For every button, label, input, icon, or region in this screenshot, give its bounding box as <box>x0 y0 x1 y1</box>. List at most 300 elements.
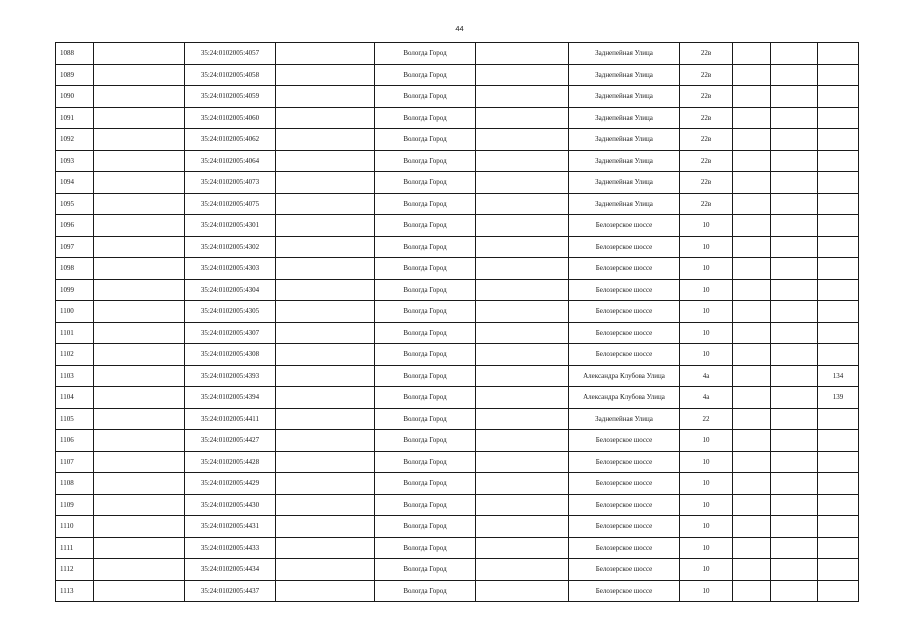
empty-cell <box>276 451 375 473</box>
empty-cell <box>771 258 818 280</box>
empty-cell <box>276 129 375 151</box>
street: Белозерское шоссе <box>569 537 680 559</box>
empty-cell <box>94 236 185 258</box>
house-number: 10 <box>680 322 733 344</box>
empty-cell <box>276 408 375 430</box>
empty-cell <box>476 408 569 430</box>
empty-cell <box>94 516 185 538</box>
empty-cell <box>771 150 818 172</box>
row-number: 1110 <box>56 516 94 538</box>
street: Заднепейная Улица <box>569 172 680 194</box>
empty-cell <box>733 258 771 280</box>
house-number: 10 <box>680 215 733 237</box>
empty-cell <box>94 86 185 108</box>
apartment-number <box>818 236 859 258</box>
empty-cell <box>771 107 818 129</box>
row-number: 1111 <box>56 537 94 559</box>
locality: Вологда Город <box>375 279 476 301</box>
empty-cell <box>476 86 569 108</box>
house-number: 22 <box>680 408 733 430</box>
table-row <box>56 193 859 215</box>
cadastral-number: 35:24:0102005:4304 <box>185 279 276 301</box>
street: Заднепейная Улица <box>569 150 680 172</box>
apartment-number <box>818 430 859 452</box>
table-row <box>56 301 859 323</box>
cadastral-number: 35:24:0102005:4394 <box>185 387 276 409</box>
empty-cell <box>476 473 569 495</box>
cadastral-number: 35:24:0102005:4393 <box>185 365 276 387</box>
cadastral-number: 35:24:0102005:4305 <box>185 301 276 323</box>
house-number: 10 <box>680 516 733 538</box>
apartment-number <box>818 580 859 602</box>
locality: Вологда Город <box>375 580 476 602</box>
empty-cell <box>476 172 569 194</box>
empty-cell <box>771 344 818 366</box>
table-row <box>56 559 859 581</box>
apartment-number <box>818 150 859 172</box>
empty-cell <box>476 537 569 559</box>
row-number: 1107 <box>56 451 94 473</box>
apartment-number <box>818 43 859 65</box>
empty-cell <box>733 322 771 344</box>
apartment-number <box>818 537 859 559</box>
cadastral-number: 35:24:0102005:4428 <box>185 451 276 473</box>
empty-cell <box>476 559 569 581</box>
house-number: 10 <box>680 580 733 602</box>
empty-cell <box>276 86 375 108</box>
empty-cell <box>476 494 569 516</box>
row-number: 1112 <box>56 559 94 581</box>
empty-cell <box>276 559 375 581</box>
empty-cell <box>94 43 185 65</box>
apartment-number <box>818 408 859 430</box>
empty-cell <box>476 64 569 86</box>
empty-cell <box>771 580 818 602</box>
street: Заднепейная Улица <box>569 129 680 151</box>
street: Белозерское шоссе <box>569 430 680 452</box>
locality: Вологда Город <box>375 258 476 280</box>
house-number: 22в <box>680 64 733 86</box>
row-number: 1092 <box>56 129 94 151</box>
apartment-number <box>818 279 859 301</box>
empty-cell <box>476 344 569 366</box>
table-row <box>56 387 859 409</box>
empty-cell <box>94 129 185 151</box>
empty-cell <box>771 279 818 301</box>
row-number: 1097 <box>56 236 94 258</box>
empty-cell <box>476 322 569 344</box>
table-row <box>56 473 859 495</box>
empty-cell <box>276 215 375 237</box>
street: Белозерское шоссе <box>569 559 680 581</box>
table-row <box>56 172 859 194</box>
locality: Вологда Город <box>375 150 476 172</box>
empty-cell <box>771 537 818 559</box>
empty-cell <box>733 172 771 194</box>
empty-cell <box>733 430 771 452</box>
row-number: 1094 <box>56 172 94 194</box>
empty-cell <box>733 451 771 473</box>
empty-cell <box>771 236 818 258</box>
house-number: 22в <box>680 129 733 151</box>
apartment-number <box>818 344 859 366</box>
cadastral-number: 35:24:0102005:4434 <box>185 559 276 581</box>
empty-cell <box>94 193 185 215</box>
cadastral-number: 35:24:0102005:4303 <box>185 258 276 280</box>
table-row <box>56 580 859 602</box>
street: Белозерское шоссе <box>569 451 680 473</box>
house-number: 22в <box>680 86 733 108</box>
empty-cell <box>276 107 375 129</box>
empty-cell <box>771 559 818 581</box>
row-number: 1100 <box>56 301 94 323</box>
empty-cell <box>733 408 771 430</box>
apartment-number <box>818 258 859 280</box>
empty-cell <box>476 516 569 538</box>
apartment-number <box>818 494 859 516</box>
table-row <box>56 236 859 258</box>
apartment-number <box>818 107 859 129</box>
table-row <box>56 322 859 344</box>
empty-cell <box>476 193 569 215</box>
empty-cell <box>771 430 818 452</box>
house-number: 10 <box>680 537 733 559</box>
empty-cell <box>276 430 375 452</box>
empty-cell <box>733 365 771 387</box>
street: Заднепейная Улица <box>569 193 680 215</box>
empty-cell <box>733 537 771 559</box>
empty-cell <box>733 494 771 516</box>
empty-cell <box>94 580 185 602</box>
empty-cell <box>733 86 771 108</box>
cadastral-number: 35:24:0102005:4307 <box>185 322 276 344</box>
empty-cell <box>276 193 375 215</box>
house-number: 10 <box>680 559 733 581</box>
empty-cell <box>94 559 185 581</box>
empty-cell <box>276 473 375 495</box>
empty-cell <box>276 365 375 387</box>
row-number: 1109 <box>56 494 94 516</box>
locality: Вологда Город <box>375 387 476 409</box>
apartment-number: 134 <box>818 365 859 387</box>
empty-cell <box>276 150 375 172</box>
locality: Вологда Город <box>375 322 476 344</box>
apartment-number <box>818 129 859 151</box>
empty-cell <box>276 537 375 559</box>
row-number: 1093 <box>56 150 94 172</box>
empty-cell <box>476 365 569 387</box>
table-row <box>56 129 859 151</box>
row-number: 1096 <box>56 215 94 237</box>
locality: Вологда Город <box>375 193 476 215</box>
locality: Вологда Город <box>375 516 476 538</box>
empty-cell <box>733 43 771 65</box>
house-number: 10 <box>680 279 733 301</box>
empty-cell <box>733 64 771 86</box>
house-number: 10 <box>680 236 733 258</box>
empty-cell <box>276 236 375 258</box>
empty-cell <box>94 279 185 301</box>
empty-cell <box>476 387 569 409</box>
empty-cell <box>771 193 818 215</box>
street: Белозерское шоссе <box>569 279 680 301</box>
empty-cell <box>94 473 185 495</box>
house-number: 22в <box>680 107 733 129</box>
empty-cell <box>276 301 375 323</box>
empty-cell <box>476 301 569 323</box>
empty-cell <box>94 537 185 559</box>
locality: Вологда Город <box>375 494 476 516</box>
empty-cell <box>733 580 771 602</box>
empty-cell <box>771 301 818 323</box>
locality: Вологда Город <box>375 43 476 65</box>
row-number: 1099 <box>56 279 94 301</box>
empty-cell <box>733 301 771 323</box>
street: Александра Клубова Улица <box>569 387 680 409</box>
empty-cell <box>476 236 569 258</box>
cadastral-number: 35:24:0102005:4437 <box>185 580 276 602</box>
empty-cell <box>276 43 375 65</box>
apartment-number: 139 <box>818 387 859 409</box>
table-row <box>56 279 859 301</box>
empty-cell <box>94 451 185 473</box>
cadastral-number: 35:24:0102005:4060 <box>185 107 276 129</box>
empty-cell <box>276 580 375 602</box>
empty-cell <box>771 408 818 430</box>
empty-cell <box>733 516 771 538</box>
empty-cell <box>94 365 185 387</box>
row-number: 1105 <box>56 408 94 430</box>
empty-cell <box>94 322 185 344</box>
street: Белозерское шоссе <box>569 236 680 258</box>
empty-cell <box>771 494 818 516</box>
table-row <box>56 516 859 538</box>
cadastral-number: 35:24:0102005:4062 <box>185 129 276 151</box>
empty-cell <box>733 387 771 409</box>
locality: Вологда Город <box>375 430 476 452</box>
empty-cell <box>771 322 818 344</box>
empty-cell <box>276 64 375 86</box>
empty-cell <box>94 494 185 516</box>
empty-cell <box>771 86 818 108</box>
row-number: 1108 <box>56 473 94 495</box>
apartment-number <box>818 193 859 215</box>
table-row <box>56 43 859 65</box>
street: Белозерское шоссе <box>569 215 680 237</box>
locality: Вологда Город <box>375 64 476 86</box>
table-row <box>56 344 859 366</box>
empty-cell <box>94 301 185 323</box>
street: Белозерское шоссе <box>569 473 680 495</box>
empty-cell <box>733 215 771 237</box>
cadastral-number: 35:24:0102005:4427 <box>185 430 276 452</box>
row-number: 1102 <box>56 344 94 366</box>
cadastral-number: 35:24:0102005:4075 <box>185 193 276 215</box>
street: Заднепейная Улица <box>569 43 680 65</box>
locality: Вологда Город <box>375 451 476 473</box>
table-row <box>56 537 859 559</box>
empty-cell <box>771 473 818 495</box>
empty-cell <box>771 43 818 65</box>
empty-cell <box>733 279 771 301</box>
empty-cell <box>94 64 185 86</box>
locality: Вологда Город <box>375 129 476 151</box>
street: Белозерское шоссе <box>569 258 680 280</box>
table-row <box>56 150 859 172</box>
empty-cell <box>771 365 818 387</box>
street: Заднепейная Улица <box>569 64 680 86</box>
house-number: 10 <box>680 451 733 473</box>
registry-table <box>55 42 859 602</box>
table-row <box>56 107 859 129</box>
row-number: 1088 <box>56 43 94 65</box>
cadastral-number: 35:24:0102005:4308 <box>185 344 276 366</box>
street: Белозерское шоссе <box>569 580 680 602</box>
house-number: 22в <box>680 193 733 215</box>
street: Заднепейная Улица <box>569 86 680 108</box>
empty-cell <box>276 516 375 538</box>
street: Заднепейная Улица <box>569 408 680 430</box>
empty-cell <box>733 150 771 172</box>
empty-cell <box>476 258 569 280</box>
empty-cell <box>733 236 771 258</box>
table-row <box>56 365 859 387</box>
locality: Вологда Город <box>375 344 476 366</box>
page-number: 44 <box>455 24 464 33</box>
street: Заднепейная Улица <box>569 107 680 129</box>
empty-cell <box>476 150 569 172</box>
house-number: 4а <box>680 387 733 409</box>
row-number: 1095 <box>56 193 94 215</box>
house-number: 10 <box>680 301 733 323</box>
empty-cell <box>476 215 569 237</box>
table-row <box>56 430 859 452</box>
apartment-number <box>818 172 859 194</box>
empty-cell <box>771 387 818 409</box>
row-number: 1113 <box>56 580 94 602</box>
empty-cell <box>476 451 569 473</box>
house-number: 22в <box>680 43 733 65</box>
cadastral-number: 35:24:0102005:4059 <box>185 86 276 108</box>
table-row <box>56 258 859 280</box>
empty-cell <box>733 129 771 151</box>
cadastral-number: 35:24:0102005:4073 <box>185 172 276 194</box>
street: Белозерское шоссе <box>569 344 680 366</box>
empty-cell <box>276 322 375 344</box>
street: Александра Клубова Улица <box>569 365 680 387</box>
empty-cell <box>771 516 818 538</box>
street: Белозерское шоссе <box>569 494 680 516</box>
empty-cell <box>94 387 185 409</box>
row-number: 1091 <box>56 107 94 129</box>
street: Белозерское шоссе <box>569 301 680 323</box>
row-number: 1104 <box>56 387 94 409</box>
empty-cell <box>771 64 818 86</box>
apartment-number <box>818 451 859 473</box>
apartment-number <box>818 322 859 344</box>
house-number: 10 <box>680 430 733 452</box>
cadastral-number: 35:24:0102005:4411 <box>185 408 276 430</box>
empty-cell <box>733 473 771 495</box>
locality: Вологда Город <box>375 365 476 387</box>
empty-cell <box>476 430 569 452</box>
cadastral-number: 35:24:0102005:4431 <box>185 516 276 538</box>
apartment-number <box>818 473 859 495</box>
empty-cell <box>94 215 185 237</box>
table-row <box>56 494 859 516</box>
empty-cell <box>771 451 818 473</box>
locality: Вологда Город <box>375 537 476 559</box>
table-row <box>56 408 859 430</box>
locality: Вологда Город <box>375 559 476 581</box>
empty-cell <box>276 387 375 409</box>
empty-cell <box>94 344 185 366</box>
locality: Вологда Город <box>375 172 476 194</box>
cadastral-number: 35:24:0102005:4064 <box>185 150 276 172</box>
empty-cell <box>276 172 375 194</box>
house-number: 10 <box>680 494 733 516</box>
locality: Вологда Город <box>375 301 476 323</box>
empty-cell <box>771 129 818 151</box>
row-number: 1098 <box>56 258 94 280</box>
empty-cell <box>276 279 375 301</box>
empty-cell <box>276 258 375 280</box>
empty-cell <box>476 279 569 301</box>
empty-cell <box>476 580 569 602</box>
cadastral-number: 35:24:0102005:4057 <box>185 43 276 65</box>
locality: Вологда Город <box>375 86 476 108</box>
empty-cell <box>476 43 569 65</box>
empty-cell <box>276 494 375 516</box>
empty-cell <box>771 172 818 194</box>
table-row <box>56 64 859 86</box>
house-number: 22в <box>680 172 733 194</box>
cadastral-number: 35:24:0102005:4430 <box>185 494 276 516</box>
cadastral-number: 35:24:0102005:4433 <box>185 537 276 559</box>
house-number: 10 <box>680 344 733 366</box>
locality: Вологда Город <box>375 408 476 430</box>
row-number: 1090 <box>56 86 94 108</box>
cadastral-number: 35:24:0102005:4058 <box>185 64 276 86</box>
empty-cell <box>733 344 771 366</box>
table-row <box>56 86 859 108</box>
empty-cell <box>476 129 569 151</box>
street: Белозерское шоссе <box>569 322 680 344</box>
house-number: 4а <box>680 365 733 387</box>
locality: Вологда Город <box>375 236 476 258</box>
empty-cell <box>276 344 375 366</box>
apartment-number <box>818 215 859 237</box>
row-number: 1101 <box>56 322 94 344</box>
empty-cell <box>476 107 569 129</box>
apartment-number <box>818 516 859 538</box>
row-number: 1089 <box>56 64 94 86</box>
apartment-number <box>818 301 859 323</box>
empty-cell <box>94 408 185 430</box>
empty-cell <box>94 172 185 194</box>
empty-cell <box>94 258 185 280</box>
table-row <box>56 451 859 473</box>
empty-cell <box>733 107 771 129</box>
apartment-number <box>818 86 859 108</box>
empty-cell <box>94 430 185 452</box>
row-number: 1106 <box>56 430 94 452</box>
cadastral-number: 35:24:0102005:4429 <box>185 473 276 495</box>
cadastral-number: 35:24:0102005:4302 <box>185 236 276 258</box>
apartment-number <box>818 64 859 86</box>
house-number: 22в <box>680 150 733 172</box>
empty-cell <box>94 150 185 172</box>
